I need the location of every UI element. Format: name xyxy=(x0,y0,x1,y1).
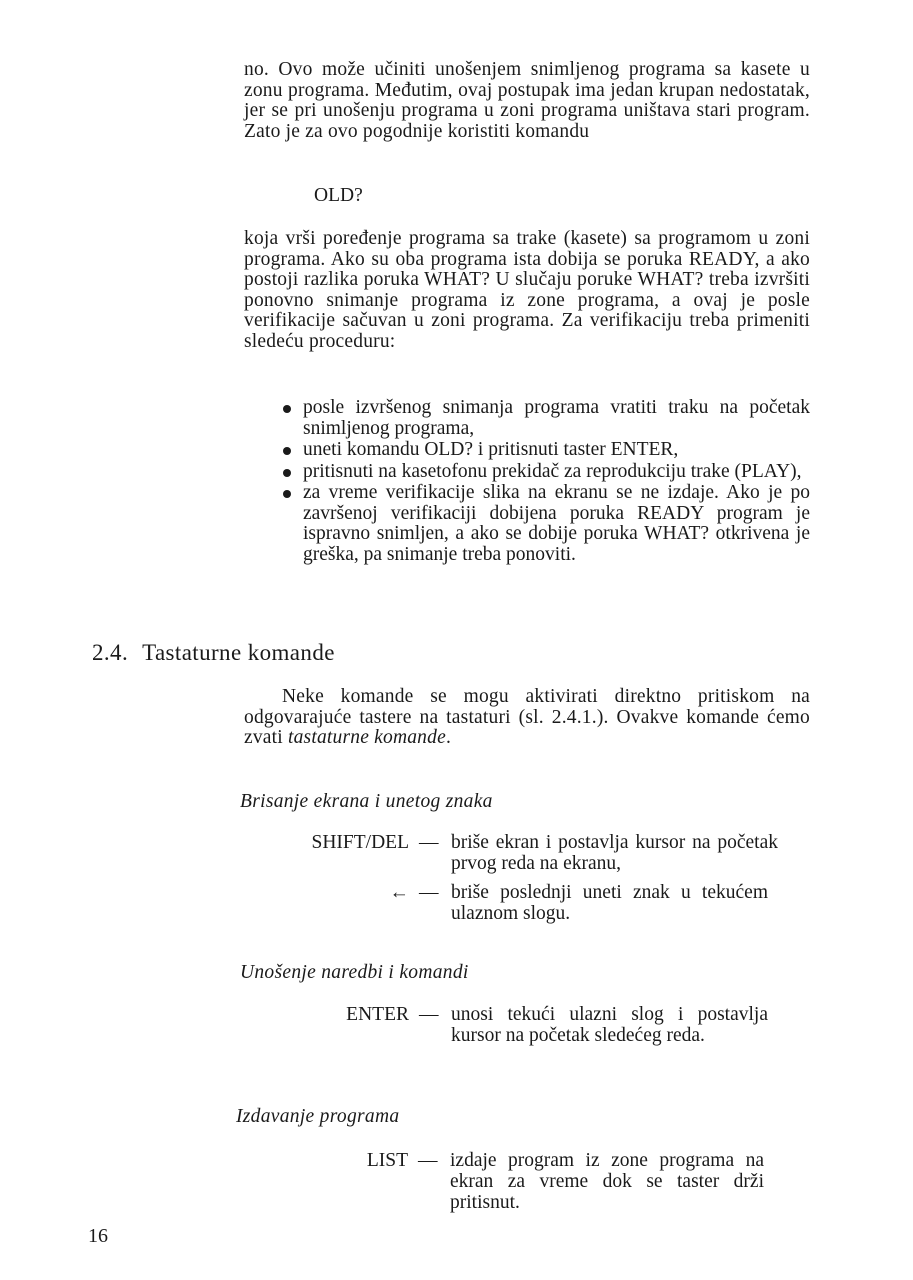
bullet-icon xyxy=(283,405,291,413)
list-item-text: za vreme verifikacije slika na ekranu se ne izdaje. Ako je po završenoj verifikaciji dobijena poruka READY program je ispravno snimljen, a ako se dobije poruka WHAT? otkrivena je greška, pa snimanje treba ponoviti. xyxy=(303,482,810,565)
section-intro-emphasis: tastaturne komande xyxy=(287,727,446,748)
command-description: unosi tekući ulazni slog i postavlja kursor na početak sledećeg reda. xyxy=(451,1004,768,1046)
bullet-icon xyxy=(283,490,291,498)
section-heading xyxy=(92,640,335,666)
list-item xyxy=(283,440,810,461)
verification-procedure-list xyxy=(283,398,810,566)
page-number: 16 xyxy=(88,1225,108,1247)
command-key: ← xyxy=(389,882,409,903)
subhead-clear: Brisanje ekrana i unetog znaka xyxy=(240,791,493,812)
list-item-text: posle izvršenog snimanja programa vratiti traku na početak snimljenog programa, xyxy=(303,397,810,439)
bullet-icon xyxy=(283,447,291,455)
list-item xyxy=(283,483,810,565)
section-number: 2.4. xyxy=(92,640,129,665)
command-key: SHIFT/DEL xyxy=(311,832,409,853)
section-intro-text: Neke komande se mogu aktivirati direktno pritiskom na odgovarajuće tastere na tastaturi (sl. 2.4.1.). Ovakve komande ćemo zvati xyxy=(244,686,810,748)
command-key: LIST xyxy=(366,1150,408,1171)
subhead-list: Izdavanje programa xyxy=(236,1106,400,1127)
list-item xyxy=(283,462,810,483)
command-key: ENTER xyxy=(346,1004,409,1025)
command-dash: — xyxy=(419,1004,439,1025)
section-title: Tastaturne komande xyxy=(142,640,335,665)
section-intro-end: . xyxy=(445,727,452,748)
command-description: briše poslednji uneti znak u tekućem ulaznom slogu. xyxy=(451,882,768,924)
command-dash: — xyxy=(418,1150,438,1171)
section-intro-paragraph xyxy=(244,687,810,749)
command-dash: — xyxy=(419,832,439,853)
command-description: izdaje program iz zone programa na ekran za vreme dok se taster drži pritisnut. xyxy=(450,1150,764,1213)
intro-paragraph-2: koja vrši poređenje programa sa trake (kasete) sa programom u zoni programa. Ako su oba programa ista dobija se poruka READY, a ako postoji razlika poruka WHAT? U slučaju poruke WHAT? treba izvršiti ponovno snimanje programa iz zone programa, a ovaj je posle verifikacije sačuvan u zoni programa. Za verifikaciju treba primeniti sledeću proceduru: xyxy=(244,228,810,352)
command-dash: — xyxy=(419,882,439,903)
subhead-enter: Unošenje naredbi i komandi xyxy=(240,962,469,983)
command-description: briše ekran i postavlja kursor na početak prvog reda na ekranu, xyxy=(451,832,778,874)
intro-paragraph-1: no. Ovo može učiniti unošenjem snimljenog programa sa kasete u zonu programa. Međutim, ovaj postupak ima jedan krupan nedostatak, jer se pri unošenju programa u zoni programa uništava stari program. Zato je za ovo pogodnije koristiti komandu xyxy=(244,59,810,142)
list-item xyxy=(283,398,810,439)
list-item-text: uneti komandu OLD? i pritisnuti taster ENTER, xyxy=(303,439,679,460)
old-command: OLD? xyxy=(314,185,363,206)
list-item-text: pritisnuti na kasetofonu prekidač za reprodukciju trake (PLAY), xyxy=(303,460,802,482)
bullet-icon xyxy=(283,469,291,477)
